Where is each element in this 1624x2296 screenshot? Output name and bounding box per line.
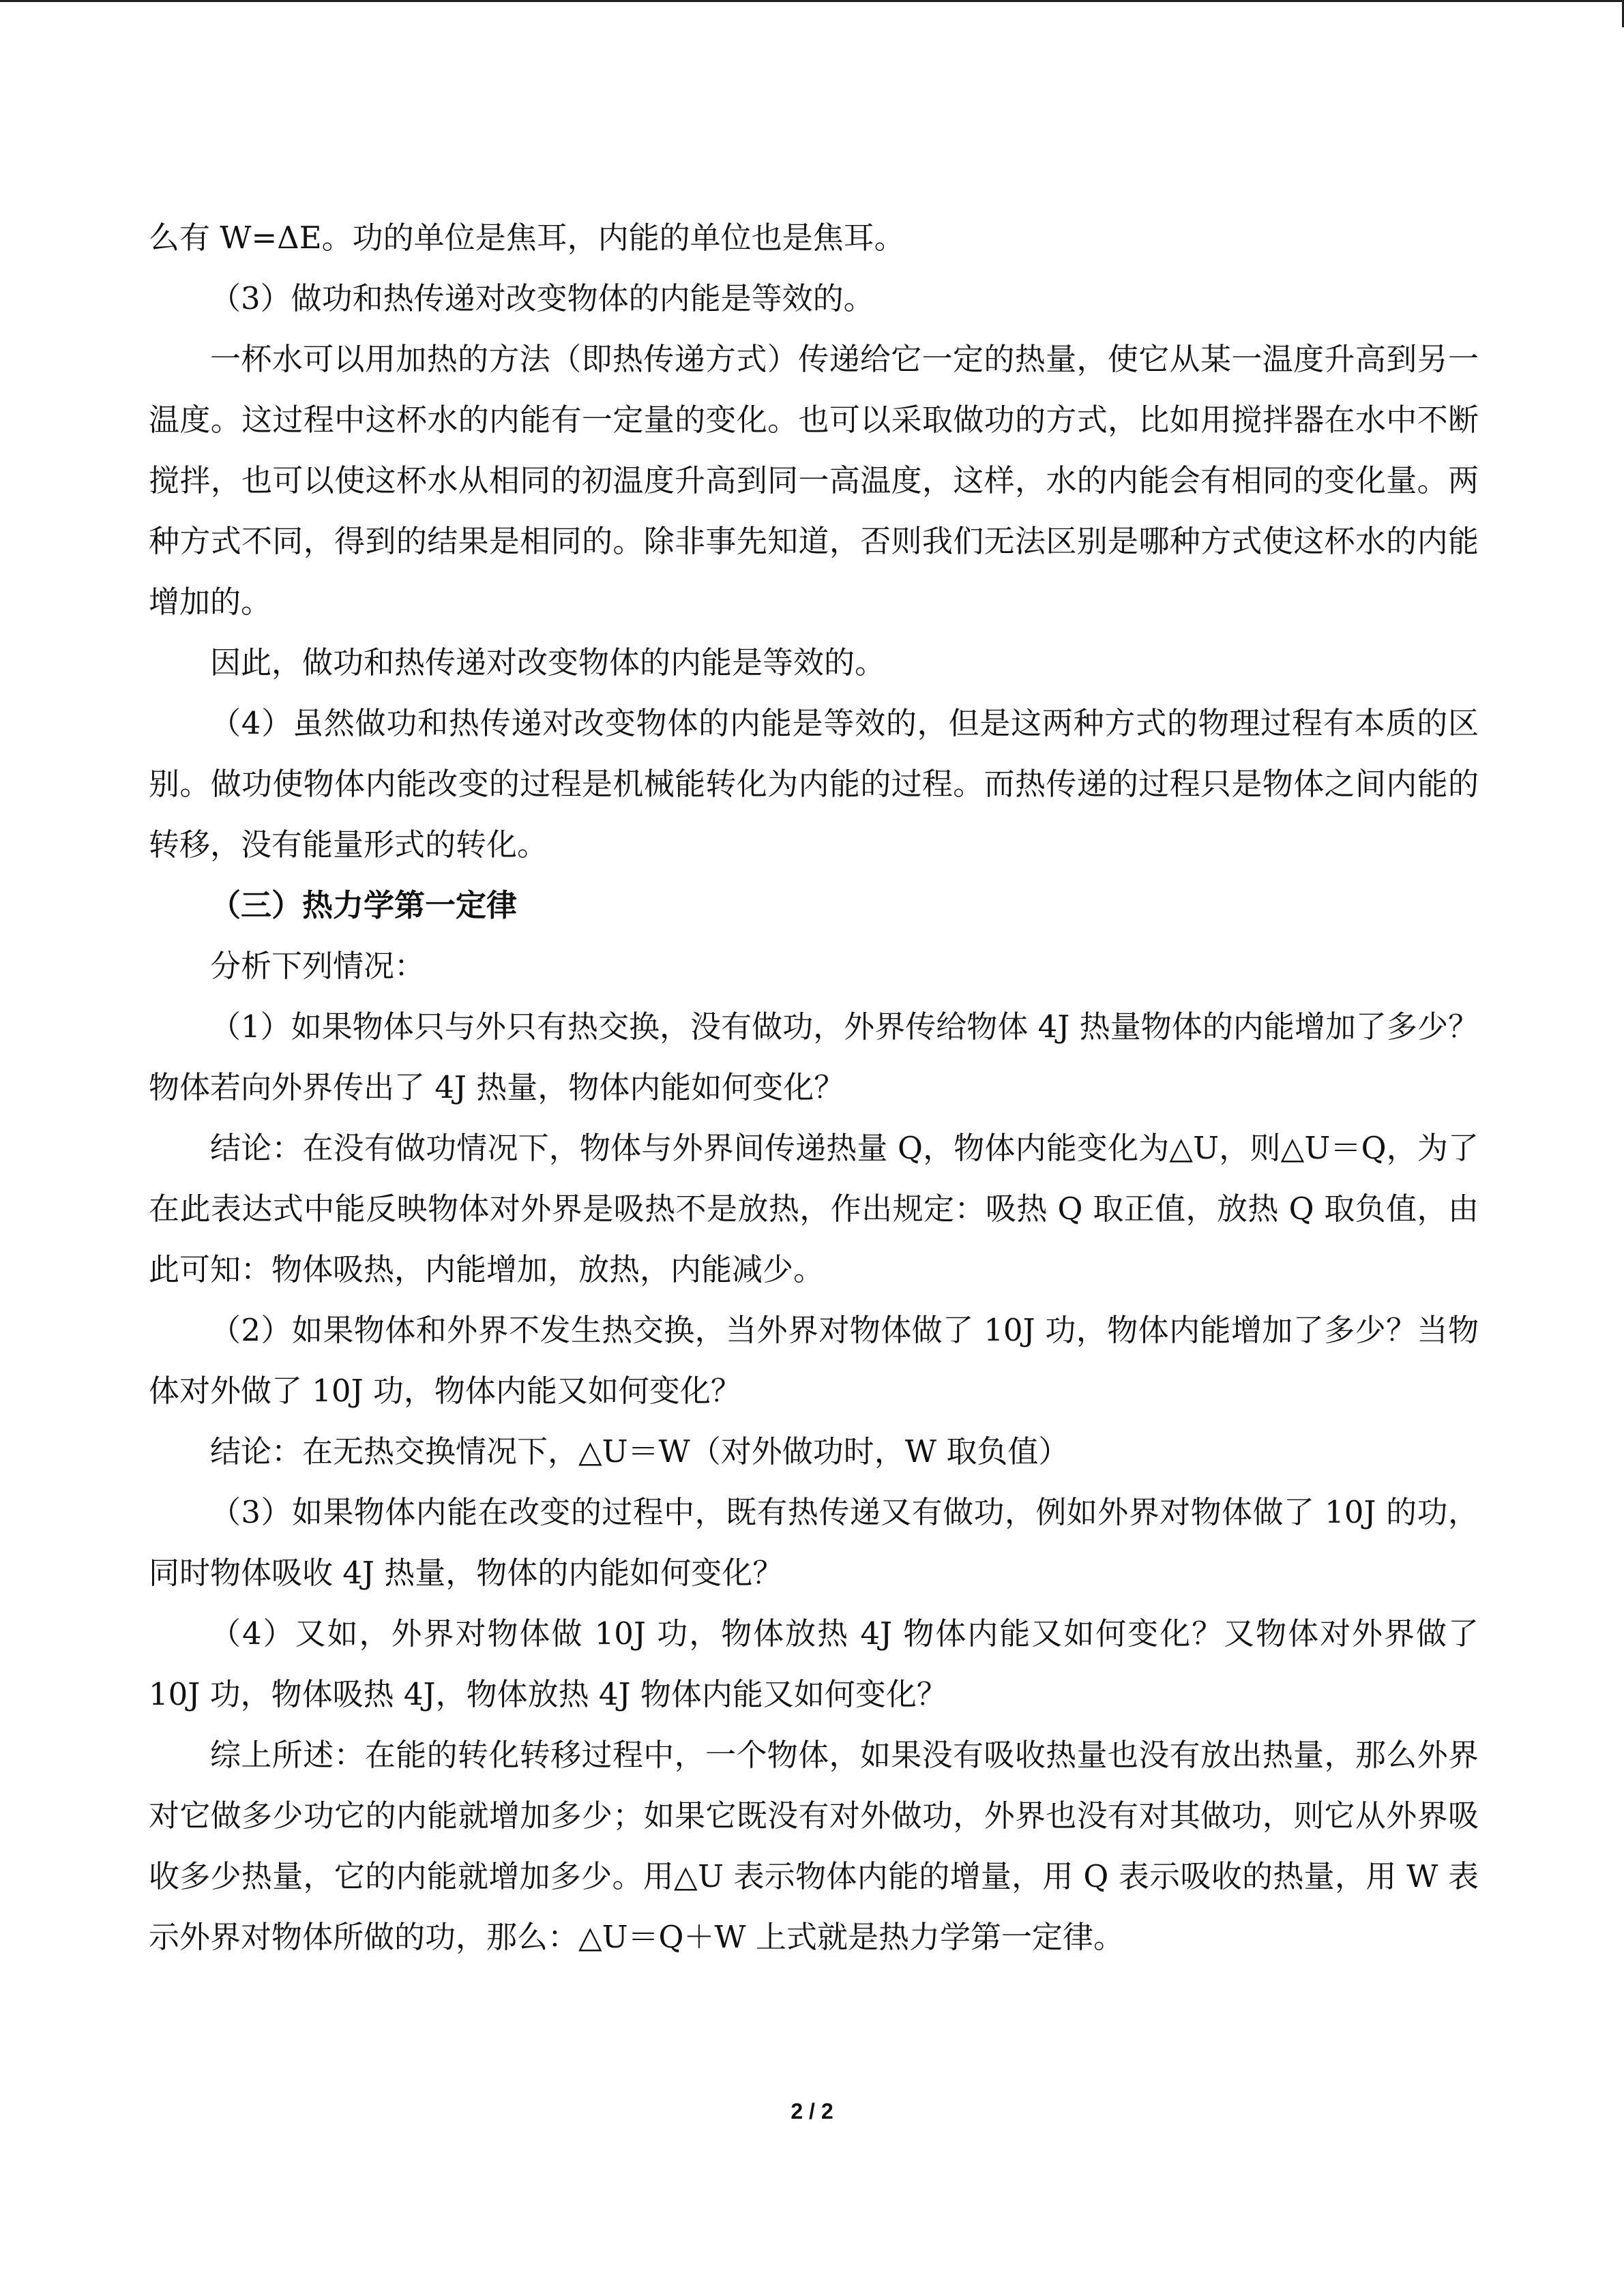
paragraph-work-energy-unit: 么有 W=ΔE。功的单位是焦耳，内能的单位也是焦耳。: [149, 220, 905, 256]
paragraph-conclusion-2: 结论：在无热交换情况下，△U＝W（对外做功时，W 取负值）: [210, 1433, 1069, 1470]
document-body: [149, 207, 1479, 1967]
paragraph-equivalence-conclusion: 因此，做功和热传递对改变物体的内能是等效的。: [210, 644, 886, 681]
paragraph-summary: 综上所述：在能的转化转移过程中，一个物体，如果没有吸收热量也没有放出热量，那么外界对它做多少功它的内能就增加多少；如果它既没有对外做功，外界也没有对其做功，则它从外界吸收多少热量，它的内能就增加多少。用△U 表示物体内能的增量，用 Q 表示吸收的热量，用 W 表示外界对物体所做的功，那么：△U＝Q＋W 上式就是热力学第一定律。: [149, 1737, 1479, 1955]
paragraph-water-example: 一杯水可以用加热的方法（即热传递方式）传递给它一定的热量，使它从某一温度升高到另一温度。这过程中这杯水的内能有一定量的变化。也可以采取做功的方式，比如用搅拌器在水中不断搅拌，也可以使这杯水从相同的初温度升高到同一高温度，这样，水的内能会有相同的变化量。两种方式不同，得到的结果是相同的。除非事先知道，否则我们无法区别是哪种方式使这杯水的内能增加的。: [149, 341, 1479, 620]
paragraph-conclusion-1: 结论：在没有做功情况下，物体与外界间传递热量 Q，物体内能变化为△U，则△U＝Q，为了在此表达式中能反映物体对外界是吸热不是放热，作出规定：吸热 Q 取正值，放热 Q 取负值，由此可知：物体吸热，内能增加，放热，内能减少。: [149, 1130, 1479, 1287]
paragraph-analyze-cases: 分析下列情况：: [210, 948, 426, 984]
paragraph-case-4: （4）又如，外界对物体做 10J 功，物体放热 4J 物体内能又如何变化？又物体对外界做了 10J 功，物体吸热 4J，物体放热 4J 物体内能又如何变化？: [149, 1615, 1479, 1712]
paragraph-point-3: （3）做功和热传递对改变物体的内能是等效的。: [210, 280, 874, 316]
paragraph-case-1: （1）如果物体只与外只有热交换，没有做功，外界传给物体 4J 热量物体的内能增加了多少？物体若向外界传出了 4J 热量，物体内能如何变化？: [149, 1009, 1479, 1105]
paragraph-case-2: （2）如果物体和外界不发生热交换，当外界对物体做了 10J 功，物体内能增加了多少？当物体对外做了 10J 功，物体内能又如何变化？: [149, 1312, 1479, 1409]
paragraph-point-4: （4）虽然做功和热传递对改变物体的内能是等效的，但是这两种方式的物理过程有本质的区别。做功使物体内能改变的过程是机械能转化为内能的过程。而热传递的过程只是物体之间内能的转移，没有能量形式的转化。: [149, 705, 1479, 863]
page-number: 2 / 2: [791, 2099, 833, 2123]
top-border-line: [0, 0, 1624, 2]
section-heading-first-law: （三）热力学第一定律: [210, 887, 518, 923]
paragraph-case-3: （3）如果物体内能在改变的过程中，既有热传递又有做功，例如外界对物体做了 10J 的功，同时物体吸收 4J 热量，物体的内能如何变化？: [149, 1494, 1479, 1591]
